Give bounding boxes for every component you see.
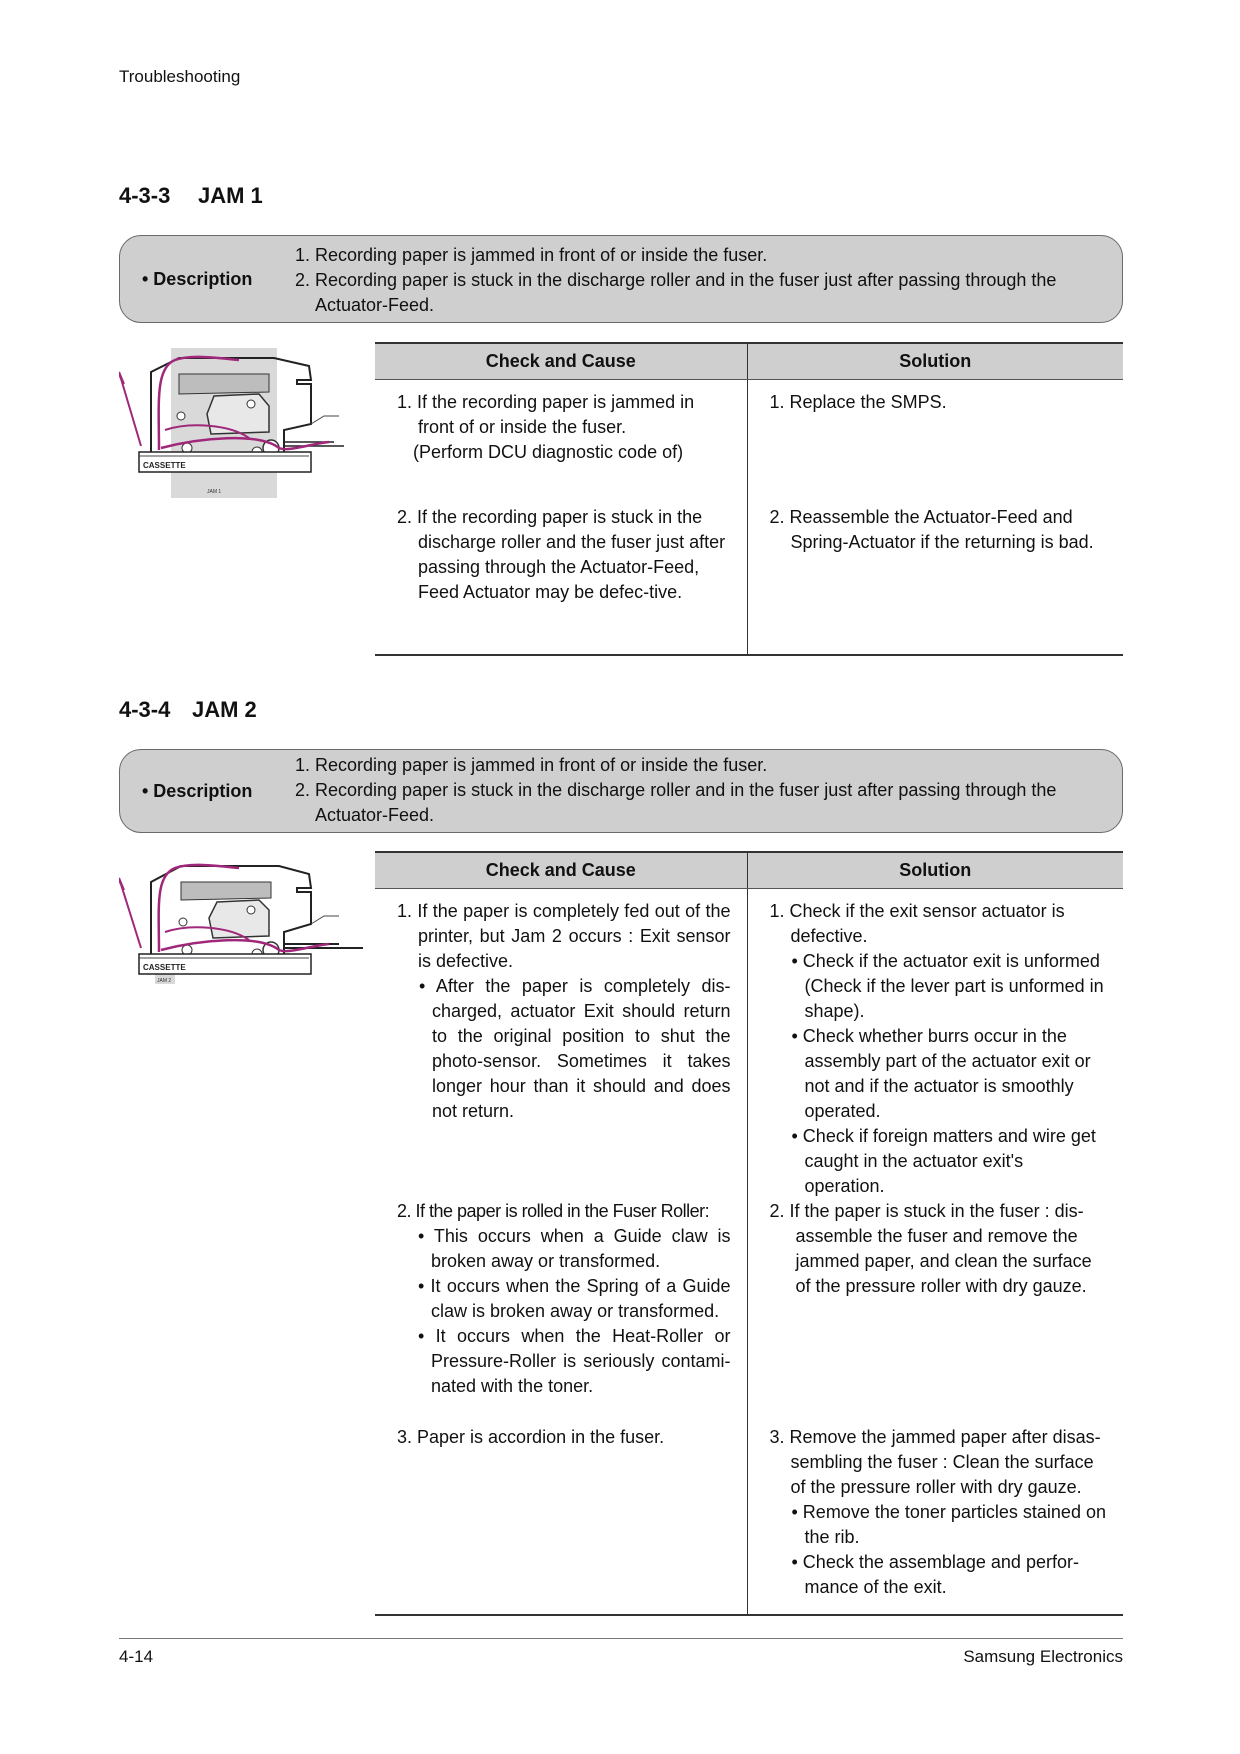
description-list bbox=[295, 243, 1102, 318]
solution-text: 2. If the paper is stuck in the fuser : dis-assemble the fuser and remove the jammed paper, and clean the surface of the pressure roller with dry gauze. bbox=[769, 1200, 1092, 1296]
cause-bullet: • It occurs when the Heat-Roller or Pressure-Roller is seriously contami-nated with the toner. bbox=[418, 1325, 731, 1396]
cause-text: 2. If the recording paper is stuck in the discharge roller and the fuser just after passing through the Actuator-Feed, Feed Actuator may be defec-tive. bbox=[397, 507, 726, 602]
description-box-jam2 bbox=[119, 749, 1123, 833]
footer-rule bbox=[119, 1638, 1123, 1639]
solution-cell bbox=[747, 1425, 1123, 1615]
description-item: 1. Recording paper is jammed in front of or inside the fuser. bbox=[295, 755, 768, 775]
section-title-jam1 bbox=[119, 183, 263, 209]
cause-text: 1. If the recording paper is jammed in front of or inside the fuser. bbox=[397, 391, 695, 437]
table-row bbox=[375, 888, 1123, 1199]
solution-bullet: • Check the assemblage and perfor-mance of the exit. bbox=[791, 1551, 1079, 1597]
column-header-solution: Solution bbox=[747, 852, 1123, 888]
solution-text: 1. Check if the exit sensor actuator is defective. bbox=[769, 900, 1065, 946]
description-box-jam1 bbox=[119, 235, 1123, 323]
jam-tag-label: JAM 2 bbox=[157, 978, 172, 984]
description-label: • Description bbox=[142, 269, 253, 289]
publisher-name: Samsung Electronics bbox=[963, 1647, 1123, 1666]
description-list bbox=[295, 753, 1102, 828]
section-title-jam2 bbox=[119, 697, 257, 723]
table-row bbox=[375, 379, 1123, 505]
solution-cell bbox=[747, 888, 1123, 1199]
description-item: 2. Recording paper is stuck in the discharge roller and in the fuser just after passing through the Actuator-Feed. bbox=[295, 780, 1057, 825]
cause-bullet: • After the paper is completely dis-charged, actuator Exit should return to the original position to shut the photo-sensor. Sometimes it takes longer hour than it should and does not return. bbox=[419, 975, 731, 1121]
table-row bbox=[375, 1199, 1123, 1425]
section-number: 4-3-4 bbox=[119, 697, 171, 722]
cause-note: (Perform DCU diagnostic code of) bbox=[413, 441, 684, 462]
column-header-check-cause: Check and Cause bbox=[375, 852, 747, 888]
cause-cell bbox=[375, 888, 747, 1199]
description-item: 2. Recording paper is stuck in the discharge roller and in the fuser just after passing through the Actuator-Feed. bbox=[295, 270, 1057, 315]
solution-text: 3. Remove the jammed paper after disas-sembling the fuser : Clean the surface of the pressure roller with dry gauze. bbox=[769, 1426, 1101, 1497]
column-header-solution: Solution bbox=[747, 343, 1123, 379]
printer-jam2-diagram bbox=[119, 852, 371, 1015]
description-label: • Description bbox=[142, 781, 253, 801]
column-header-check-cause: Check and Cause bbox=[375, 343, 747, 379]
solution-cell bbox=[747, 1199, 1123, 1425]
cause-bullet: • This occurs when a Guide claw is broken away or transformed. bbox=[418, 1225, 731, 1271]
section-heading: JAM 1 bbox=[198, 183, 263, 208]
check-solution-table-jam1 bbox=[375, 342, 1123, 656]
running-head: Troubleshooting bbox=[119, 67, 241, 86]
solution-bullet: • Check if the actuator exit is unformed (Check if the lever part is unformed in shape). bbox=[791, 950, 1104, 1021]
solution-bullet: • Remove the toner particles stained on the rib. bbox=[791, 1501, 1106, 1547]
solution-text: 1. Replace the SMPS. bbox=[769, 391, 947, 412]
cause-text: 1. If the paper is completely fed out of the printer, but Jam 2 occurs : Exit sensor is defective. bbox=[397, 900, 731, 971]
solution-cell bbox=[747, 379, 1123, 505]
printer-jam1-diagram bbox=[119, 344, 371, 507]
cause-bullet: • It occurs when the Spring of a Guide claw is broken away or transformed. bbox=[418, 1275, 731, 1321]
solution-text: 2. Reassemble the Actuator-Feed and Spring-Actuator if the returning is bad. bbox=[769, 507, 1094, 552]
section-heading: JAM 2 bbox=[192, 697, 257, 722]
page-number: 4-14 bbox=[119, 1647, 154, 1666]
cause-cell bbox=[375, 505, 747, 655]
table-row bbox=[375, 505, 1123, 655]
check-solution-table-jam2 bbox=[375, 851, 1123, 1616]
section-number: 4-3-3 bbox=[119, 183, 171, 208]
cassette-label: CASSETTE bbox=[143, 461, 186, 470]
solution-bullet: • Check whether burrs occur in the assembly part of the actuator exit or not and if the actuator is smoothly operated. bbox=[791, 1025, 1091, 1121]
solution-cell bbox=[747, 505, 1123, 655]
jam-tag-label: JAM 1 bbox=[207, 489, 222, 495]
cause-cell bbox=[375, 1199, 747, 1425]
cause-text: 3. Paper is accordion in the fuser. bbox=[397, 1426, 665, 1447]
cassette-label: CASSETTE bbox=[143, 963, 186, 972]
table-row bbox=[375, 1425, 1123, 1615]
description-item: 1. Recording paper is jammed in front of or inside the fuser. bbox=[295, 245, 768, 265]
solution-bullet: • Check if foreign matters and wire get caught in the actuator exit's operation. bbox=[791, 1125, 1096, 1196]
cause-cell bbox=[375, 379, 747, 505]
cause-cell bbox=[375, 1425, 747, 1615]
cause-text: 2. If the paper is rolled in the Fuser Roller: bbox=[397, 1200, 710, 1221]
